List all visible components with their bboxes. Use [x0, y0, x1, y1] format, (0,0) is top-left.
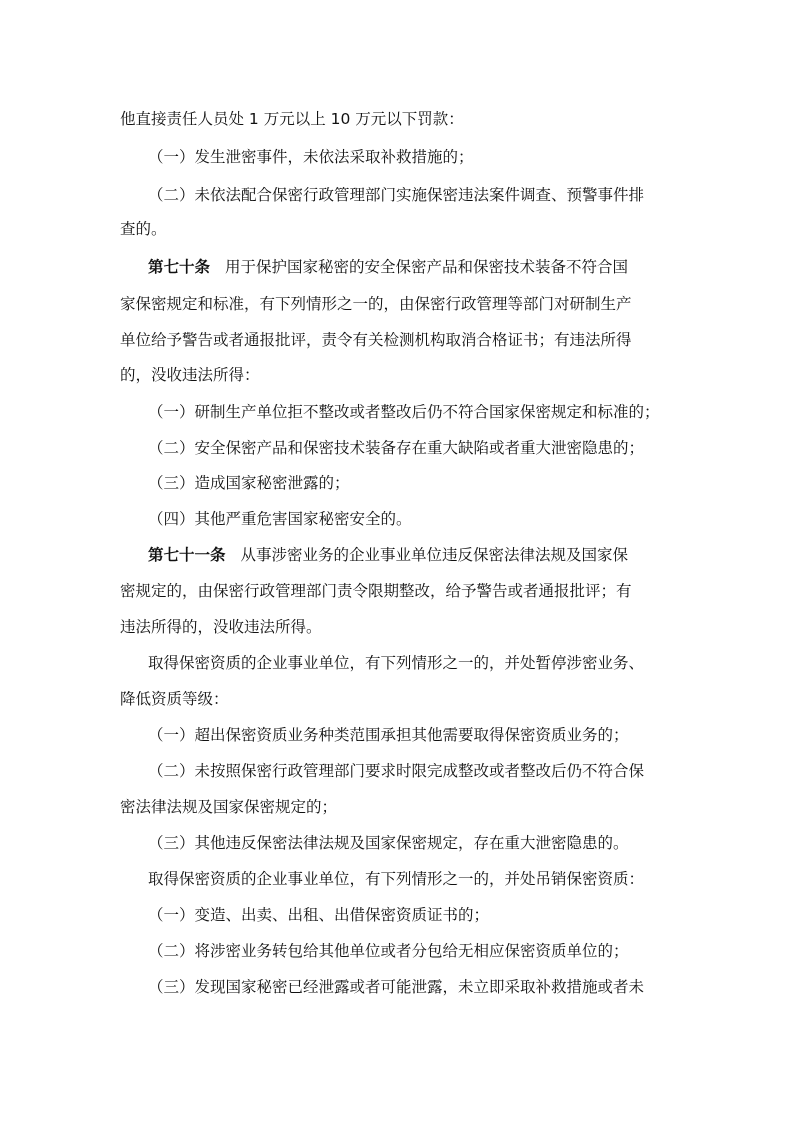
list-item: （一）变造、出卖、出租、出借保密资质证书的；	[148, 906, 490, 924]
list-item: （三）其他违反保密法律法规及国家保密规定，存在重大泄密隐患的。	[148, 834, 629, 852]
list-item: （二）未依法配合保密行政管理部门实施保密违法案件调查、预警事件排	[148, 186, 645, 204]
text-line: 取得保密资质的企业事业单位，有下列情形之一的，并处暂停涉密业务、	[148, 654, 645, 672]
list-item: （一）研制生产单位拒不整改或者整改后仍不符合国家保密规定和标准的；	[148, 403, 660, 421]
list-item: （一）发生泄密事件，未依法采取补救措施的；	[148, 148, 474, 166]
list-item: （四）其他严重危害国家秘密安全的。	[148, 510, 412, 528]
text-line: 密规定的，由保密行政管理部门责令限期整改，给予警告或者通报批评；有	[120, 582, 632, 600]
text-line: 降低资质等级：	[120, 690, 229, 708]
list-item: （二）安全保密产品和保密技术装备存在重大缺陷或者重大泄密隐患的；	[148, 439, 645, 457]
text-line: 他直接责任人员处 1 万元以上 10 万元以下罚款：	[120, 110, 464, 128]
text-line: 单位给予警告或者通报批评，责令有关检测机构取消合格证书；有违法所得	[120, 331, 632, 349]
list-item: （三）发现国家秘密已经泄露或者可能泄露，未立即采取补救措施或者未	[148, 978, 645, 996]
text-line: 的，没收违法所得：	[120, 366, 260, 384]
text-line: 违法所得的，没收违法所得。	[120, 618, 322, 636]
article-number: 第七十条	[148, 258, 211, 276]
list-item: （二）未按照保密行政管理部门要求时限完成整改或者整改后仍不符合保	[148, 762, 645, 780]
list-item: （三）造成国家秘密泄露的；	[148, 474, 350, 492]
text-line: 家保密规定和标准，有下列情形之一的，由保密行政管理等部门对研制生产	[120, 295, 632, 313]
article-71-heading: 第七十一条 从事涉密业务的企业事业单位违反保密法律法规及国家保	[148, 546, 629, 564]
text-line: 查的。	[120, 220, 167, 238]
article-70-heading: 第七十条 用于保护国家秘密的安全保密产品和保密技术装备不符合国	[148, 258, 629, 276]
list-item: （二）将涉密业务转包给其他单位或者分包给无相应保密资质单位的；	[148, 942, 629, 960]
article-number: 第七十一条	[148, 546, 226, 564]
list-item: （一）超出保密资质业务种类范围承担其他需要取得保密资质业务的；	[148, 726, 629, 744]
text-line: 密法律法规及国家保密规定的；	[120, 798, 338, 816]
text-line: 取得保密资质的企业事业单位，有下列情形之一的，并处吊销保密资质：	[148, 870, 645, 888]
